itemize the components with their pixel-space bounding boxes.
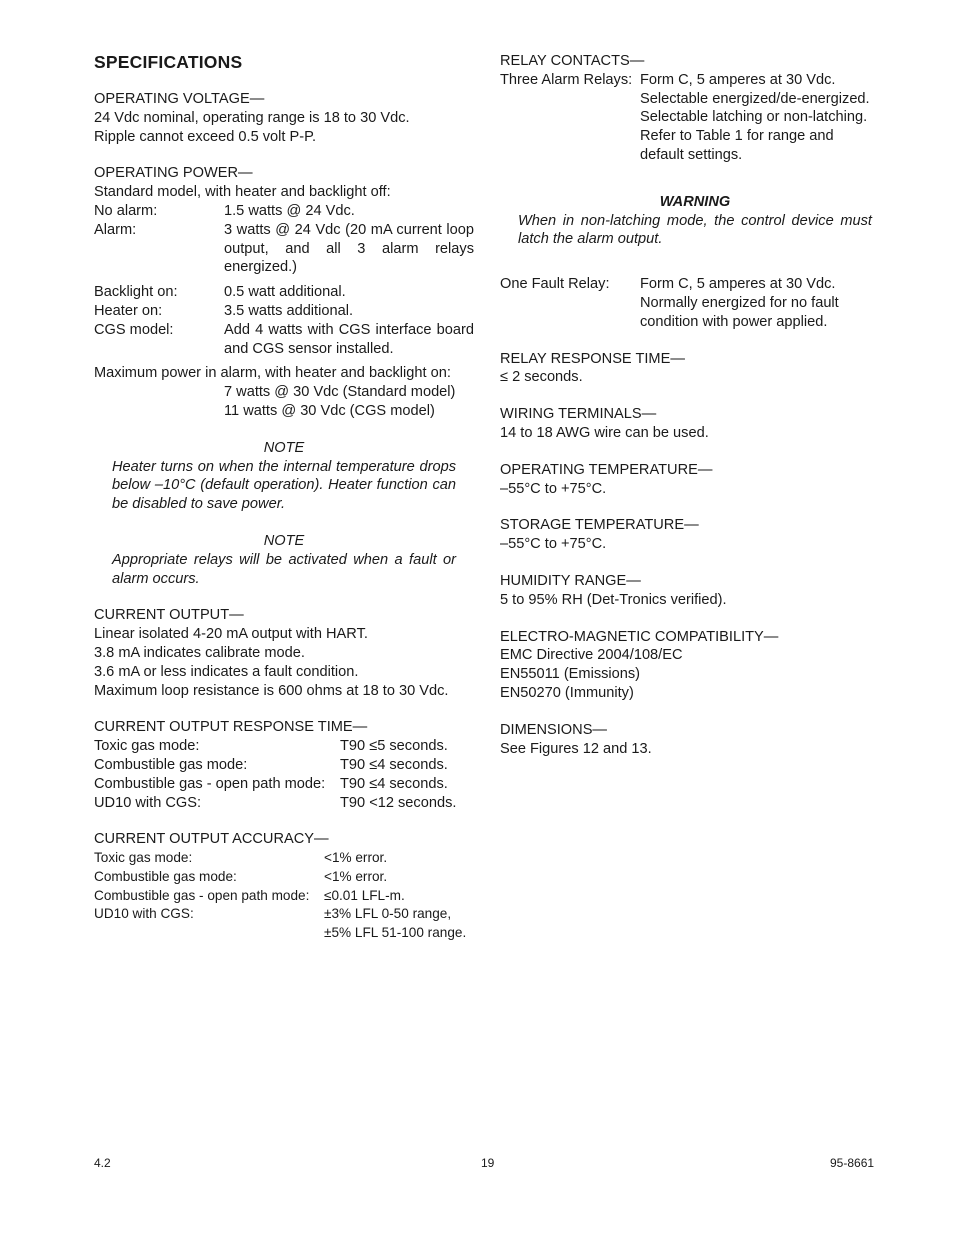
text-line: ≤ 2 seconds. (500, 369, 583, 386)
spec-value: 0.5 watt additional. (224, 284, 346, 301)
spec-row (94, 221, 474, 277)
text-line: Linear isolated 4-20 mA output with HART. (94, 626, 368, 643)
spec-value: ≤0.01 LFL-m. (324, 887, 405, 903)
text-line: Standard model, with heater and backlight off: (94, 184, 391, 201)
spec-value: Selectable energized/de-energized. (640, 90, 870, 107)
spec-row (94, 283, 474, 302)
spec-label: Toxic gas mode: (94, 850, 193, 866)
text-line: 7 watts @ 30 Vdc (Standard model) (224, 384, 456, 401)
left-column (94, 52, 474, 961)
note-relays (112, 532, 456, 588)
spec-label: Three Alarm Relays: (500, 71, 633, 88)
response-time-section (94, 718, 474, 812)
emc-section (500, 628, 890, 703)
spec-row (94, 924, 474, 943)
spec-row (94, 775, 474, 794)
section-heading: RELAY CONTACTS— (500, 53, 645, 69)
relay-contacts-section (500, 52, 890, 165)
dimensions-section (500, 721, 890, 759)
text-line: –55°C to +75°C. (500, 536, 607, 553)
spec-row (94, 321, 474, 359)
spec-label: No alarm: (94, 202, 158, 219)
operating-voltage-section (94, 90, 474, 146)
spec-label: Combustible gas - open path mode: (94, 887, 310, 903)
text-line: 11 watts @ 30 Vdc (CGS model) (224, 402, 435, 419)
humidity-section (500, 572, 890, 610)
text-line: Maximum power in alarm, with heater and backlight on: (94, 365, 451, 382)
spec-label: Combustible gas mode: (94, 756, 248, 773)
spec-value: 1.5 watts @ 24 Vdc. (224, 202, 355, 219)
spec-value: 3 watts @ 24 Vdc (20 mA current loop output, and all 3 alarm relays energized.) (224, 221, 474, 276)
text-line: Maximum loop resistance is 600 ohms at 18 to 30 Vdc. (94, 682, 449, 699)
spec-row (94, 849, 474, 868)
section-heading: DIMENSIONS— (500, 721, 608, 738)
spec-value: T90 ≤4 seconds. (340, 756, 448, 773)
spec-value: <1% error. (324, 850, 388, 866)
spec-label (94, 924, 324, 943)
spec-label: Backlight on: (94, 284, 178, 301)
note-body: Appropriate relays will be activated when a fault or alarm occurs. (112, 551, 456, 587)
section-heading: STORAGE TEMPERATURE— (500, 517, 699, 534)
spec-row (94, 905, 474, 924)
fault-relay-section (500, 275, 890, 331)
storage-temperature-section (500, 516, 890, 554)
section-heading: CURRENT OUTPUT— (94, 607, 244, 624)
warning-heading: WARNING (659, 193, 731, 210)
spec-value: default settings. (640, 146, 743, 163)
spec-value: Selectable latching or non-latching. (640, 109, 868, 126)
spec-label: Toxic gas mode: (94, 738, 200, 755)
text-line: EN55011 (Emissions) (500, 666, 641, 683)
spec-label: One Fault Relay: (500, 276, 610, 293)
spec-value: condition with power applied. (640, 313, 828, 330)
footer-page-number: 19 (481, 1156, 495, 1170)
right-column (500, 52, 890, 776)
text-line: EN50270 (Immunity) (500, 684, 634, 701)
note-heater (112, 439, 456, 514)
spec-row (94, 756, 474, 775)
spec-value: <1% error. (324, 868, 388, 884)
footer-revision: 4.2 (94, 1156, 111, 1170)
section-heading: WIRING TERMINALS— (500, 406, 657, 423)
text-line: EMC Directive 2004/108/EC (500, 647, 683, 664)
spec-label: Combustible gas mode: (94, 868, 237, 884)
text-line: 3.8 mA indicates calibrate mode. (94, 644, 305, 661)
spec-row (500, 71, 890, 165)
section-heading: RELAY RESPONSE TIME— (500, 350, 685, 367)
section-heading: CURRENT OUTPUT RESPONSE TIME— (94, 719, 368, 736)
spec-row (94, 868, 474, 887)
section-heading: HUMIDITY RANGE— (500, 572, 641, 589)
warning-box (518, 193, 872, 249)
spec-label: Combustible gas - open path mode: (94, 775, 326, 792)
current-output-section (94, 606, 474, 700)
text-line: 3.6 mA or less indicates a fault condition. (94, 663, 359, 680)
warning-body: When in non-latching mode, the control device must latch the alarm output. (518, 212, 872, 248)
spec-value: T90 ≤5 seconds. (340, 738, 448, 755)
note-body: Heater turns on when the internal temperature drops below –10°C (default operation). Heater function can be disabled to save power. (112, 458, 456, 513)
spec-row (94, 737, 474, 756)
spec-value: T90 <12 seconds. (340, 794, 457, 811)
page-title: SPECIFICATIONS (94, 52, 243, 72)
spec-label: Heater on: (94, 302, 163, 319)
text-line: 5 to 95% RH (Det-Tronics verified). (500, 591, 727, 608)
note-heading: NOTE (263, 532, 305, 549)
spec-label: Alarm: (94, 221, 137, 238)
section-heading: OPERATING TEMPERATURE— (500, 461, 713, 478)
text-line: 14 to 18 AWG wire can be used. (500, 424, 709, 441)
text-line: 24 Vdc nominal, operating range is 18 to 30 Vdc. (94, 109, 410, 126)
note-heading: NOTE (263, 439, 305, 456)
spec-row (94, 887, 474, 906)
accuracy-section (94, 830, 474, 943)
spec-value: Refer to Table 1 for range and (640, 128, 834, 145)
operating-temperature-section (500, 461, 890, 499)
spec-label: CGS model: (94, 321, 174, 338)
spec-value: ±5% LFL 51-100 range. (324, 925, 467, 941)
section-heading: CURRENT OUTPUT ACCURACY— (94, 831, 329, 848)
spec-value: Normally energized for no fault (640, 294, 839, 311)
relay-response-section (500, 350, 890, 388)
spec-label: UD10 with CGS: (94, 794, 202, 811)
spec-value: Form C, 5 amperes at 30 Vdc. (640, 71, 836, 88)
operating-power-section (94, 164, 474, 420)
text-line: –55°C to +75°C. (500, 480, 607, 497)
spec-row (500, 275, 890, 331)
text-line: Ripple cannot exceed 0.5 volt P-P. (94, 128, 317, 145)
wiring-section (500, 405, 890, 443)
spec-row (94, 302, 474, 321)
section-heading: ELECTRO-MAGNETIC COMPATIBILITY— (500, 628, 779, 645)
footer-document-number: 95-8661 (830, 1156, 875, 1170)
spec-value: ±3% LFL 0-50 range, (324, 906, 452, 922)
spec-row (94, 202, 474, 221)
spec-value: 3.5 watts additional. (224, 302, 353, 319)
spec-value: T90 ≤4 seconds. (340, 775, 448, 792)
spec-row (94, 794, 474, 813)
section-heading: OPERATING POWER— (94, 165, 253, 182)
text-line: See Figures 12 and 13. (500, 740, 652, 757)
section-heading: OPERATING VOLTAGE— (94, 91, 265, 107)
spec-label: UD10 with CGS: (94, 906, 194, 922)
spec-value: Form C, 5 amperes at 30 Vdc. (640, 276, 836, 293)
spec-value: Add 4 watts with CGS interface board and CGS sensor installed. (224, 321, 474, 357)
